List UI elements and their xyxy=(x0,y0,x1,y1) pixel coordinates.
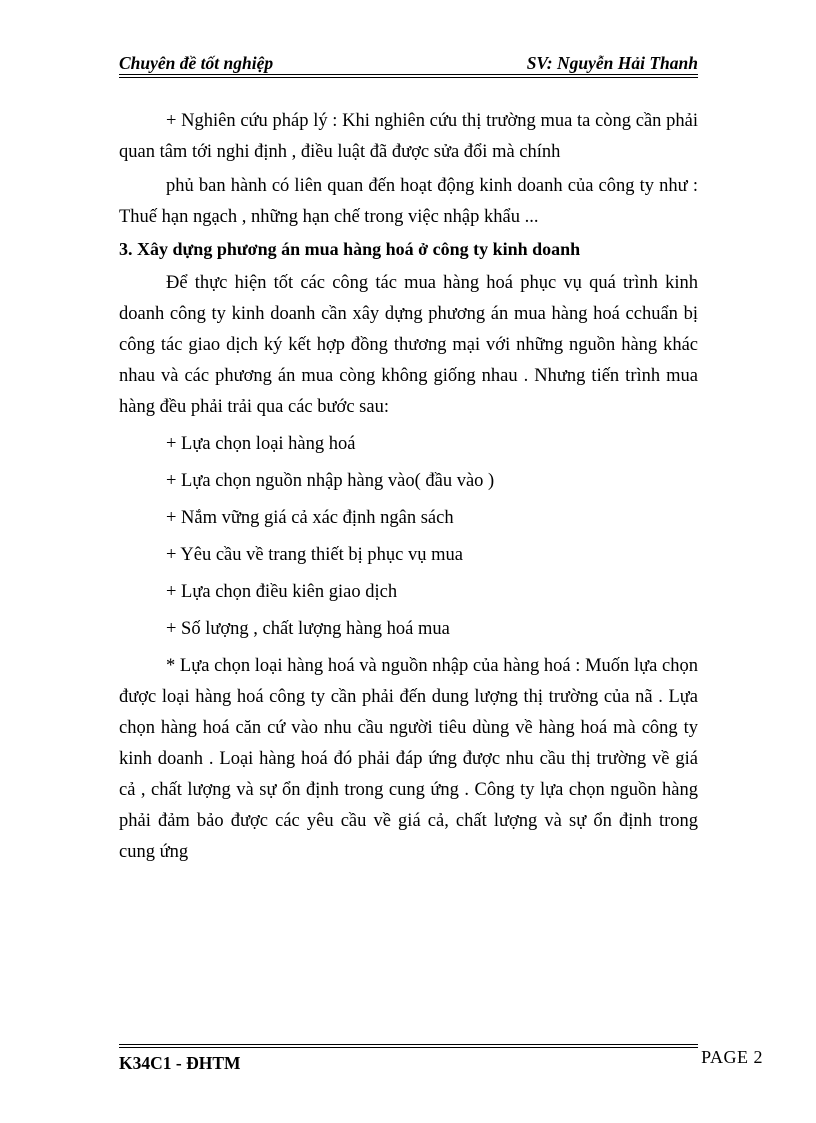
header-title: Chuyên đề tốt nghiệp xyxy=(119,53,274,73)
list-item: + Lựa chọn loại hàng hoá xyxy=(166,434,356,454)
paragraph-purchase-plan: Để thực hiện tốt các công tác mua hàng hoá phục vụ quá trình kinh doanh công ty kinh doanh cần xây dựng phương án mua hàng hoá cchuẩn bị công tác giao dịch ký kết hợp đồng thương mại với những nguồn hàng khác nhau và các phương án mua còng không giống nhau . Nhưng tiến trình mua hàng đều phải trải qua các bước sau: xyxy=(119,273,698,417)
list-item: + Lựa chọn nguồn nhập hàng vào( đầu vào ) xyxy=(166,471,495,491)
list-item: + Nắm vững giá cả xác định ngân sách xyxy=(166,508,454,528)
section-heading: 3. Xây dựng phương án mua hàng hoá ở công ty kinh doanh xyxy=(119,239,581,259)
footer-rule xyxy=(119,1044,698,1045)
footer-class-code: K34C1 - ĐHTM xyxy=(119,1053,241,1073)
paragraph-legal-research-cont: phủ ban hành có liên quan đến hoạt động kinh doanh của công ty như : Thuế hạn ngạch , những hạn chế trong việc nhập khẩu ... xyxy=(119,176,698,227)
page-number: PAGE 2 xyxy=(701,1047,763,1067)
header-rule xyxy=(119,74,698,75)
footer-rule-thin xyxy=(119,1047,698,1048)
page-header xyxy=(119,50,698,80)
paragraph-legal-research: + Nghiên cứu pháp lý : Khi nghiên cứu thị trường mua ta còng cần phải quan tâm tới nghi định , điều luật đã được sửa đổi mà chính xyxy=(119,111,698,162)
page-body xyxy=(119,106,698,868)
list-item: + Số lượng , chất lượng hàng hoá mua xyxy=(166,619,450,639)
page-footer xyxy=(119,1044,763,1084)
header-rule-thin xyxy=(119,77,698,78)
paragraph-goods-selection: * Lựa chọn loại hàng hoá và nguồn nhập của hàng hoá : Muốn lựa chọn được loại hàng hoá công ty cần phải đến dung lượng thị trường của nã . Lựa chọn hàng hoá căn cứ vào nhu cầu người tiêu dùng về hàng hoá mà công ty kinh doanh . Loại hàng hoá đó phải đáp ứng được nhu cầu thị trường về giá cả , chất lượng và sự ổn định trong cung ứng . Công ty lựa chọn nguồn hàng phải đảm bảo được các yêu cầu về giá cả, chất lượng và sự ổn định trong cung ứng xyxy=(119,656,698,862)
steps-list xyxy=(119,429,698,645)
list-item: + Lựa chọn điều kiên giao dịch xyxy=(166,582,398,602)
header-author: SV: Nguyễn Hải Thanh xyxy=(526,53,698,73)
list-item: + Yêu cầu về trang thiết bị phục vụ mua xyxy=(166,545,463,565)
